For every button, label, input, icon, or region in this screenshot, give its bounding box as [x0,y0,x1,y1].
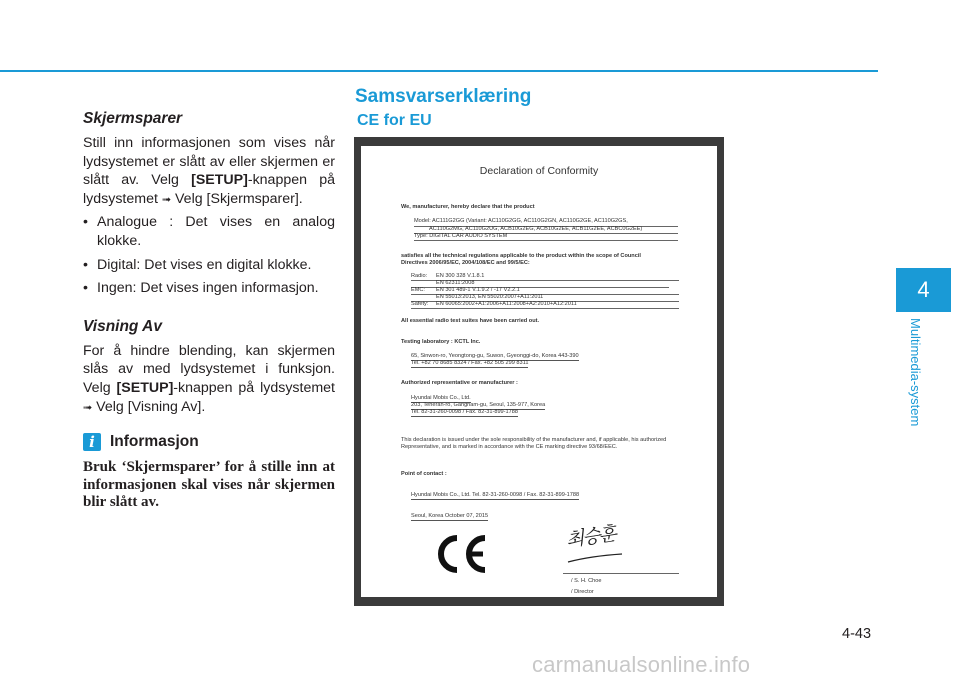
left-column [83,110,335,512]
certificate-title: Declaration of Conformity [479,165,599,177]
list-item: • Analogue : Det vises en analog klokke. [83,213,335,250]
radio-label: Radio: [411,273,428,279]
representative-heading: Authorized representative or manufacturer : [401,380,518,386]
info-title: Informasjon [110,433,199,451]
manufacturer-heading: We, manufacturer, hereby declare that the product [401,204,535,210]
type-line: Type: DIGITAL CAR AUDIO SYSTEM [414,233,508,239]
page-number: 4-43 [842,626,872,642]
list-item: • Digital: Det vises en digital klokke. [83,256,335,275]
issued-statement-1: This declaration is issued under the sole responsibility of the manufacturer and, if applicable, his authorized [401,437,667,443]
info-header [83,433,335,451]
lab-address: 65, Sinwon-ro, Yeongtong-gu, Suwon, Gyeonggi-do, Korea 443-390 [411,353,579,359]
lab-phone: Tel. +82 70 8685 8324 / Fax. +82 505 299 8311 [411,360,529,366]
arrow-icon: ➟ [161,193,172,206]
model-line-1: Model: AC111G2GG (Variant: AC110G2GG, AC110G2GN, AC110G2GE, AC110G2GS, [414,218,628,224]
representative-phone: Tel. 82-31-260-0098 / Fax. 82-31-899-1788 [411,409,518,415]
section-heading-skjermsparer: Skjermsparer [83,110,183,127]
list-item: • Ingen: Det vises ingen informasjon. [83,279,335,298]
radio-standard-1: EN 300 328 V.1.8.1 [436,273,485,279]
setup-key-label: [SETUP] [191,172,248,189]
declaration-of-conformity-image [361,146,717,597]
signature-text: 최승훈 [564,522,617,552]
lab-heading: Testing laboratory : KCTL Inc. [401,339,481,345]
page-title: Samsvarserklæring [355,86,532,107]
signer-name: / S. H. Choe [571,578,602,584]
info-text: Bruk ‘Skjermsparer’ for å stille inn at informasjonen skal vises når skjermen blir slått av. [83,459,335,511]
emc-standard-2: EN 55013:2013, EN 55020:2007+A11:2011 [436,294,544,300]
signature-line [563,573,679,574]
section-heading-visning-av: Visning Av [83,317,162,335]
option-list [83,213,335,297]
watermark: carmanualsonline.info [532,652,751,677]
chapter-label: Multimedia-system [908,318,923,427]
chapter-tab: 4 [896,268,951,312]
visning-av-paragraph: For å hindre blending, kan skjermen slås av med lydsystemet i funksjon. Velg [SETUP]-knappen på lydsystemet ➟ Velg [Visning Av]. [83,342,335,415]
tests-statement: All essential radio test suites have been carried out. [401,318,540,324]
skjermsparer-paragraph: Still inn informasjonen som vises når lydsystemet er slått av eller skjermen er slått av. Velg [SETUP]-knappen på lydsystemet ➟ Velg [Skjermsparer]. [83,135,335,207]
satisfies-line-1: satisfies all the technical regulations applicable to the product within the scope of Council [401,253,641,259]
model-line-2: AC110G2MG, AC110G2UG, ACB10G2EG, ACB10G2EE, ACB11G2EE, ACBC0G2EE) [429,226,643,232]
radio-standard-2: EN 62311:2008 [436,280,475,286]
safety-standard: EN 60065:2002+A1:2006+A11:2008+A2:2010+A12:2011 [436,301,577,307]
representative-name: Hyundai Mobis Co., Ltd. [411,395,471,401]
representative-address: 203, Teheran-ro, Gangnam-gu, Seoul, 135-977, Korea [411,402,546,408]
satisfies-line-2: Directives 2006/95/EC, 2004/108/EC and 99/5/EC: [401,260,530,266]
underline [414,240,678,241]
page-subtitle: CE for EU [357,112,432,129]
setup-key-label: [SETUP] [116,379,174,396]
emc-standard-1: EN 301 489-1 V.1.9.2 / -17 V2.2.1 [436,287,520,293]
emc-label: EMC: [411,287,425,293]
top-rule [0,70,878,72]
arrow-icon: ➟ [83,401,93,414]
underline [411,308,679,309]
signature-stroke [566,550,626,566]
contact-line: Hyundai Mobis Co., Ltd. Tel. 82-31-260-0098 / Fax. 82-31-899-1788 [411,492,580,498]
contact-heading: Point of contact : [401,471,447,477]
info-icon: i [83,433,101,451]
ce-mark-icon [433,534,491,574]
signer-title: / Director [571,589,594,595]
safety-label: Safety: [411,301,429,307]
issued-statement-2: Representative, and is marked in accordance with the CE marking directive 93/68/EEC. [401,444,618,450]
date-line: Seoul, Korea October 07, 2015 [411,513,489,519]
